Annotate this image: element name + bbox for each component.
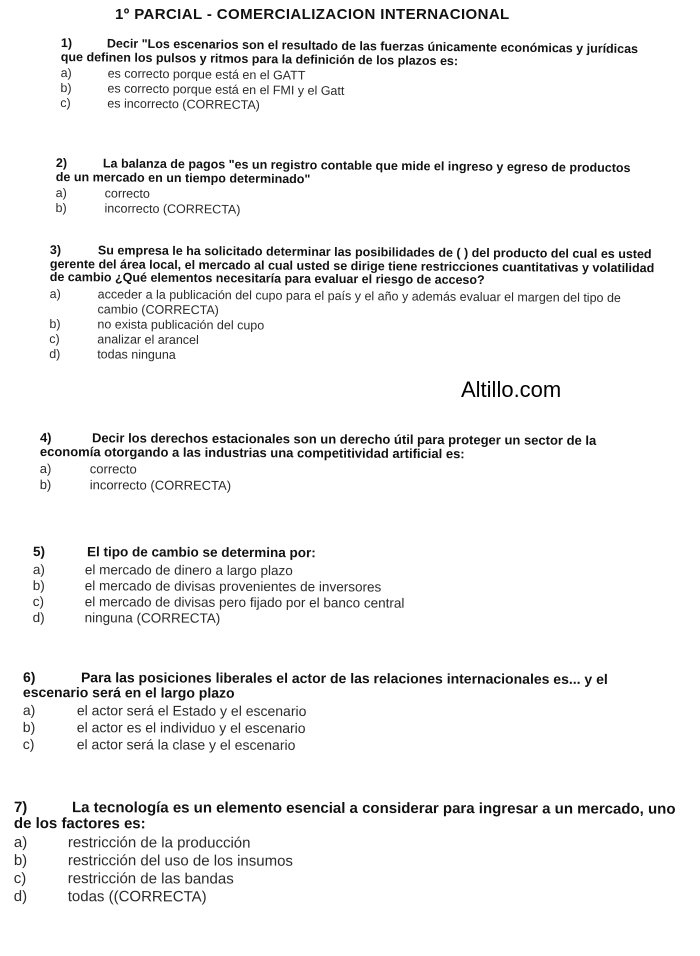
option-letter: c): [60, 95, 71, 111]
question-number: 1): [60, 36, 73, 51]
question-text: Decir los derechos estacionales son un derecho útil para proteger un sector de la economía otorgando a las industrias una competitividad artificial es:: [39, 430, 597, 462]
option-letter: b): [13, 852, 28, 870]
options-list: [33, 562, 653, 629]
option-letter: d): [13, 888, 28, 906]
option-letter: b): [60, 80, 72, 96]
option-text: incorrecto (CORRECTA): [104, 201, 241, 217]
question-stem: [33, 545, 653, 562]
option-text: todas ninguna: [97, 346, 176, 362]
options-list: [14, 834, 694, 908]
question-6: [23, 670, 663, 755]
options-list: [60, 66, 640, 117]
option-letter: c): [22, 735, 35, 752]
question-text: La tecnología es un elemento esencial a considerar para ingresar a un mercado, uno de los factores es:: [13, 799, 676, 833]
options-list: [49, 286, 660, 365]
option-text: el actor es el individuo y el escenario: [76, 719, 306, 737]
question-text: Decir "Los escenarios son el resultado de las fuerzas únicamente económicas y jurídicas que definen los pulsos y ritmos para la definición de los plazos es:: [60, 36, 639, 68]
question-number: 6): [22, 669, 36, 686]
option-d: [33, 610, 653, 629]
option-text: es correcto porque está en el GATT: [107, 66, 306, 83]
exam-title: 1º PARCIAL - COMERCIALIZACION INTERNACIONAL: [115, 6, 510, 23]
option-letter: d): [32, 610, 45, 626]
option-text: es correcto porque está en el FMI y el Gatt: [107, 81, 345, 98]
question-3: [49, 244, 660, 366]
option-text: analizar el arancel: [97, 331, 199, 347]
option-text: incorrecto (CORRECTA): [89, 476, 232, 493]
option-text: restricción de las bandas: [67, 870, 234, 888]
option-text: el mercado de divisas pero fijado por el banco central: [84, 594, 405, 611]
option-letter: a): [32, 561, 45, 577]
question-number: 4): [39, 430, 52, 446]
option-text: el mercado de dinero a largo plazo: [84, 561, 293, 578]
option-letter: d): [49, 346, 61, 361]
option-letter: a): [22, 702, 36, 719]
question-number: 7): [13, 799, 28, 817]
option-c: [23, 736, 663, 755]
option-d: [49, 346, 659, 365]
question-stem: [50, 244, 660, 289]
question-text: El tipo de cambio se determina por:: [86, 544, 316, 561]
question-number: 3): [49, 243, 62, 258]
option-text: ninguna (CORRECTA): [84, 610, 221, 626]
option-text: no exista publicación del cupo: [97, 316, 265, 332]
option-text: restricción de la producción: [67, 834, 251, 852]
question-text: Para las posiciones liberales el actor de las relaciones internacionales es... y el escenario será en el largo plazo: [22, 669, 608, 701]
option-text: el actor será la clase y el escenario: [76, 736, 296, 753]
option-text: correcto: [104, 186, 150, 201]
question-number: 2): [55, 156, 68, 171]
option-text: restricción del uso de los insumos: [67, 852, 293, 871]
question-7: [14, 800, 694, 908]
option-text: correcto: [89, 461, 137, 477]
option-b: [40, 477, 660, 496]
question-1: [60, 37, 641, 117]
option-letter: c): [49, 331, 60, 346]
option-text: el actor será el Estado y el escenario: [76, 702, 307, 720]
question-text: La balanza de pagos "es un registro contable que mide el ingreso y egreso de productos de un mercado en un tiempo determinado": [55, 156, 631, 186]
question-2: [55, 157, 645, 221]
question-text: Su empresa le ha solicitado determinar las posibilidades de ( ) del producto del cual es usted gerente del área local, el mercado al cual usted se dirige tiene restricciones cuantitativas y volatilidad de cambio ¿Qué elementos necesitaría para evaluar el riesgo de acceso?: [49, 243, 655, 288]
option-text: todas ((CORRECTA): [67, 888, 207, 906]
option-letter: b): [32, 577, 45, 593]
option-letter: b): [39, 476, 52, 492]
option-letter: a): [49, 286, 61, 301]
option-letter: c): [32, 593, 45, 610]
question-stem: [14, 800, 694, 834]
question-stem: [56, 157, 646, 189]
watermark-text: Altillo.com: [461, 377, 562, 402]
option-letter: a): [13, 834, 28, 852]
option-text: es incorrecto (CORRECTA): [107, 96, 260, 113]
option-letter: b): [22, 719, 36, 736]
question-stem: [23, 670, 663, 702]
options-list: [40, 461, 660, 495]
options-list: [23, 702, 663, 755]
options-list: [55, 186, 645, 221]
option-c: [14, 870, 694, 890]
option-a: [14, 834, 694, 854]
option-d: [14, 888, 694, 908]
question-stem: [40, 431, 660, 462]
question-number: 5): [32, 544, 46, 560]
option-letter: b): [49, 316, 61, 331]
option-letter: a): [55, 185, 67, 201]
question-5: [33, 545, 653, 629]
option-b: [14, 852, 694, 872]
option-a: [49, 286, 659, 320]
question-4: [40, 431, 660, 495]
option-letter: a): [60, 65, 72, 81]
option-letter: a): [39, 461, 52, 477]
option-text: acceder a la publicación del cupo para el país y el año y además evaluar el margen del tipo de cambio (CORRECTA): [97, 286, 621, 317]
question-stem: [61, 37, 641, 70]
option-letter: b): [55, 200, 67, 216]
option-letter: c): [13, 870, 27, 888]
option-text: el mercado de divisas provenientes de inversores: [84, 577, 382, 595]
